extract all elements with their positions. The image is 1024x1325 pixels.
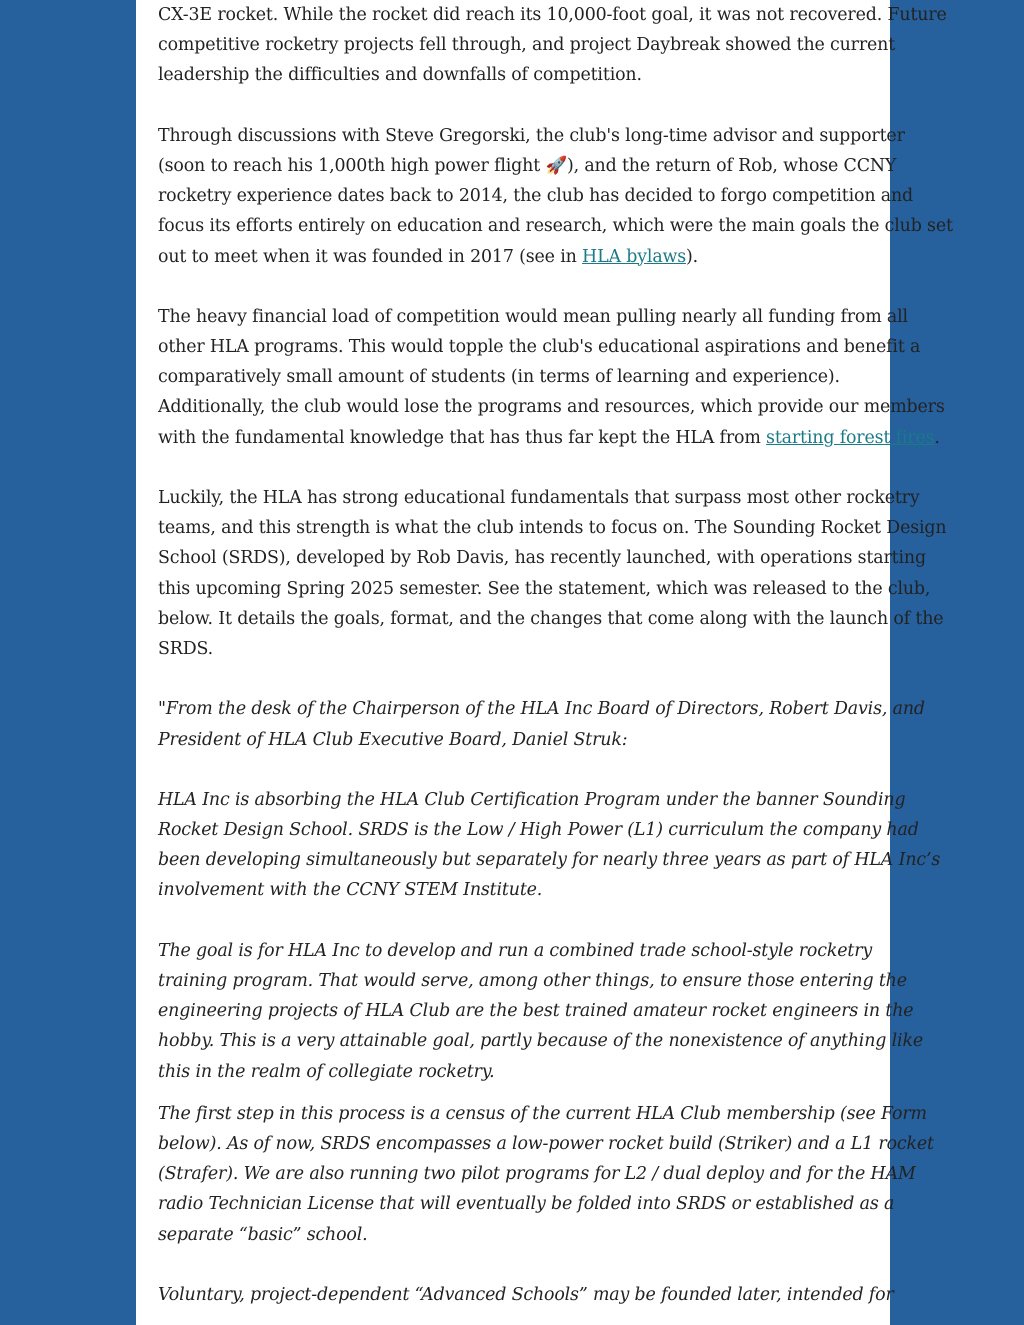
text-line: competitive rocketry projects fell through, and project Daybreak showed the current <box>158 35 896 56</box>
text-line: out to meet when it was founded in 2017 (see in HLA bylaws). <box>158 246 699 267</box>
text-line: this upcoming Spring 2025 semester. See the statement, which was released to the club, <box>158 578 931 599</box>
text-line: hobby. This is a very attainable goal, partly because of the nonexistence of anything like <box>158 1031 923 1052</box>
article-body <box>158 0 953 1310</box>
text-line: Rocket Design School. SRDS is the Low / High Power (L1) curriculum the company had <box>158 820 919 841</box>
text-line: SRDS. <box>158 638 214 659</box>
rocket-icon: 🚀 <box>545 155 567 176</box>
text-line: other HLA programs. This would topple the club's educational aspirations and benefit a <box>158 337 921 358</box>
text-line: The goal is for HLA Inc to develop and run a combined trade school-style rocketry <box>158 940 873 961</box>
text-line: President of HLA Club Executive Board, Daniel Struk: <box>158 729 628 750</box>
paragraph-advisor <box>158 121 953 272</box>
text-line: teams, and this strength is what the club intends to focus on. The Sounding Rocket Design <box>158 518 947 539</box>
text-line: separate “basic” school. <box>158 1224 368 1245</box>
text-line: The heavy financial load of competition would mean pulling nearly all funding from all <box>158 306 908 327</box>
text-line: training program. That would serve, among other things, to ensure those entering the <box>158 971 907 991</box>
quote-paragraph-goal <box>158 936 923 1087</box>
quote-paragraph-advanced <box>158 1280 894 1310</box>
text-line: below. It details the goals, format, and the changes that come along with the launch of the <box>158 608 944 629</box>
quote-paragraph-census <box>158 1099 934 1250</box>
text-line: below). As of now, SRDS encompasses a low-power rocket build (Striker) and a L1 rocket <box>158 1133 934 1154</box>
text-line: Voluntary, project-dependent “Advanced Schools” may be founded later, intended for <box>158 1284 894 1305</box>
text-line: The first step in this process is a census of the current HLA Club membership (see Form <box>158 1103 927 1124</box>
paragraph-srds <box>158 483 947 664</box>
text-line: rocketry experience dates back to 2014, the club has decided to forgo competition and <box>158 186 914 207</box>
text-line: School (SRDS), developed by Rob Davis, has recently launched, with operations starting <box>158 548 926 569</box>
quote-header <box>158 694 925 754</box>
text-line: with the fundamental knowledge that has thus far kept the HLA from starting forest fires. <box>158 427 940 448</box>
text-line: comparatively small amount of students (in terms of learning and experience). <box>158 367 840 388</box>
paragraph-financial <box>158 302 945 453</box>
text-line: (Strafer). We are also running two pilot programs for L2 / dual deploy and for the HAM <box>158 1164 916 1185</box>
text-line: engineering projects of HLA Club are the best trained amateur rocket engineers in the <box>158 1001 914 1022</box>
text-line: this in the realm of collegiate rocketry. <box>158 1061 495 1082</box>
text-line: been developing simultaneously but separately for nearly three years as part of HLA Inc’s <box>158 850 941 871</box>
text-line: involvement with the CCNY STEM Institute. <box>158 880 543 901</box>
text-line: HLA Inc is absorbing the HLA Club Certification Program under the banner Sounding <box>158 789 906 810</box>
hla-bylaws-link[interactable]: HLA bylaws <box>582 246 687 267</box>
article-page <box>136 0 953 1325</box>
text-line: Luckily, the HLA has strong educational fundamentals that surpass most other rocketry <box>158 488 920 508</box>
text-line: Through discussions with Steve Gregorski, the club's long-time advisor and supporter <box>158 125 905 146</box>
text-line: (soon to reach his 1,000th high power flight 🚀), and the return of Rob, whose CCNY <box>158 151 870 181</box>
text-line: radio Technician License that will eventually be folded into SRDS or established as a <box>158 1194 895 1215</box>
text-line: "From the desk of the Chairperson of the HLA Inc Board of Directors, Robert Davis, and <box>158 699 925 720</box>
text-line: Additionally, the club would lose the programs and resources, which provide our members <box>158 397 945 418</box>
text-line: focus its efforts entirely on education and research, which were the main goals the club set <box>158 216 953 237</box>
text-line: CX-3E rocket. While the rocket did reach its 10,000-foot goal, it was not recovered. Future <box>158 5 947 25</box>
quote-paragraph-absorbing <box>158 785 941 906</box>
text-line: leadership the difficulties and downfalls of competition. <box>158 65 642 86</box>
paragraph-daybreak <box>158 0 947 91</box>
forest-fires-link[interactable]: starting forest fires <box>766 427 935 448</box>
